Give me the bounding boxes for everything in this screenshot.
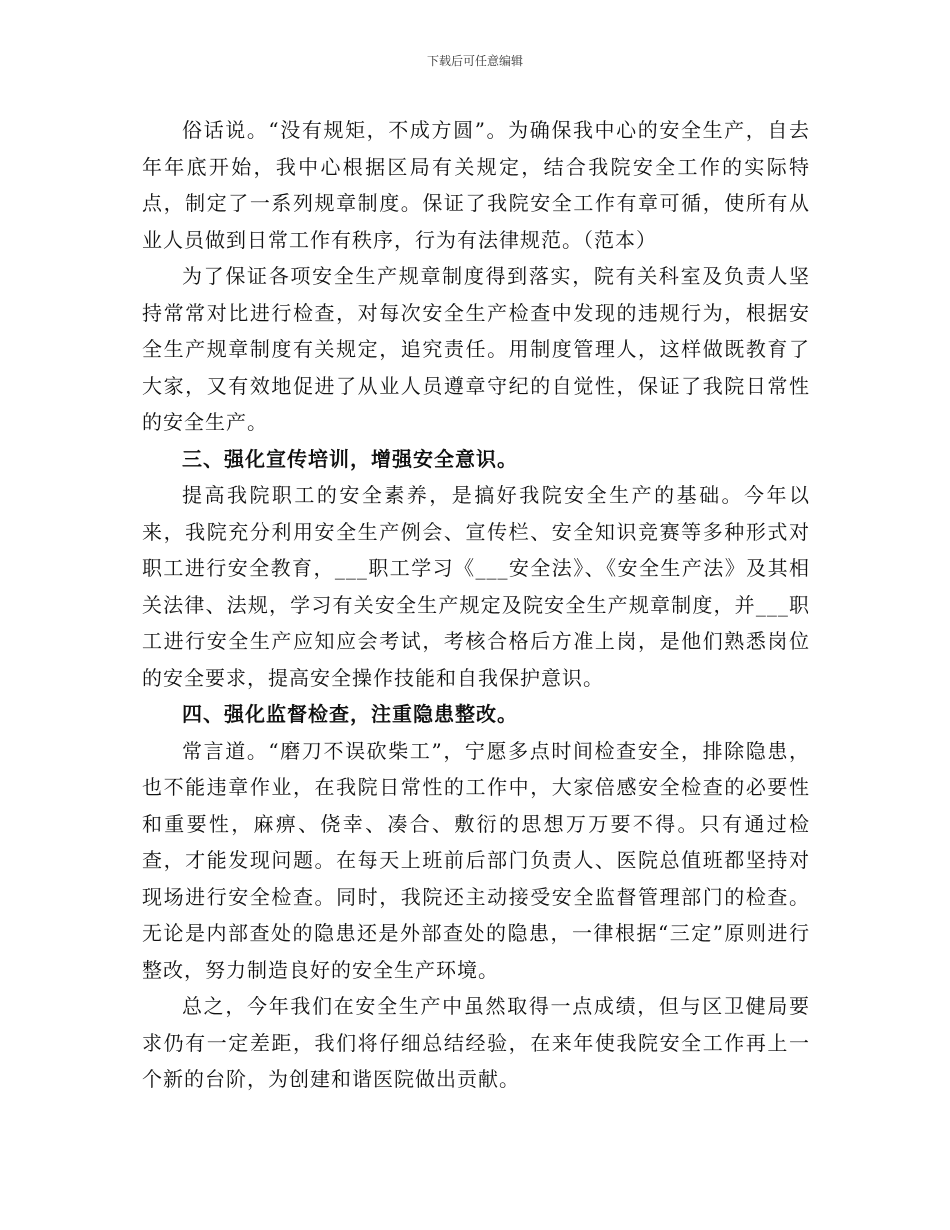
paragraph-inspection: 为了保证各项安全生产规章制度得到落实，院有关科室及负责人坚持常常对比进行检查，对每次安全生产检查中发现的违规行为，根据安全生产规章制度有关规定，追究责任。用制度管理人，这样做既教育了大家，又有效地促进了从业人员遵章守纪的自觉性，保证了我院日常性的安全生产。 (142, 264, 810, 434)
paragraph-rules: 俗话说。“没有规矩，不成方圆”。为确保我中心的安全生产，自去年年底开始，我中心根据区局有关规定，结合我院安全工作的实际特点，制定了一系列规章制度。保证了我院安全工作有章可循，使所有从业人员做到日常工作有秩序，行为有法律规范。（范本） (142, 118, 810, 252)
page-header: 下载后可任意编辑 (426, 54, 523, 68)
document-body (142, 112, 810, 1098)
paragraph-training: 提高我院职工的安全素养，是搞好我院安全生产的基础。今年以来，我院充分利用安全生产例会、宣传栏、安全知识竞赛等多种形式对职工进行安全教育，___职工学习《___安全法》、《安全生产法》及其相关法律、法规，学习有关安全生产规定及院安全生产规章制度，并___职工进行安全生产应知应会考试，考核合格后方准上岗，是他们熟悉岗位的安全要求，提高安全操作技能和自我保护意识。 (142, 483, 810, 690)
section-heading-training: 三、强化宣传培训，增强安全意识。 (182, 446, 518, 471)
paragraph-supervision: 常言道。“磨刀不误砍柴工”，宁愿多点时间检查安全，排除隐患，也不能违章作业，在我院日常性的工作中，大家倍感安全检查的必要性和重要性，麻痹、侥幸、凑合、敷衍的思想万万要不得。只有通过检查，才能发现问题。在每天上班前后部门负责人、医院总值班都坚持对现场进行安全检查。同时，我院还主动接受安全监督管理部门的检查。无论是内部查处的隐患还是外部查处的隐患，一律根据“三定”原则进行整改，努力制造良好的安全生产环境。 (142, 738, 810, 982)
paragraph-conclusion: 总之，今年我们在安全生产中虽然取得一点成绩，但与区卫健局要求仍有一定差距，我们将仔细总结经验，在来年使我院安全工作再上一个新的台阶，为创建和谐医院做出贡献。 (142, 994, 810, 1091)
section-heading-supervision: 四、强化监督检查，注重隐患整改。 (182, 702, 518, 726)
